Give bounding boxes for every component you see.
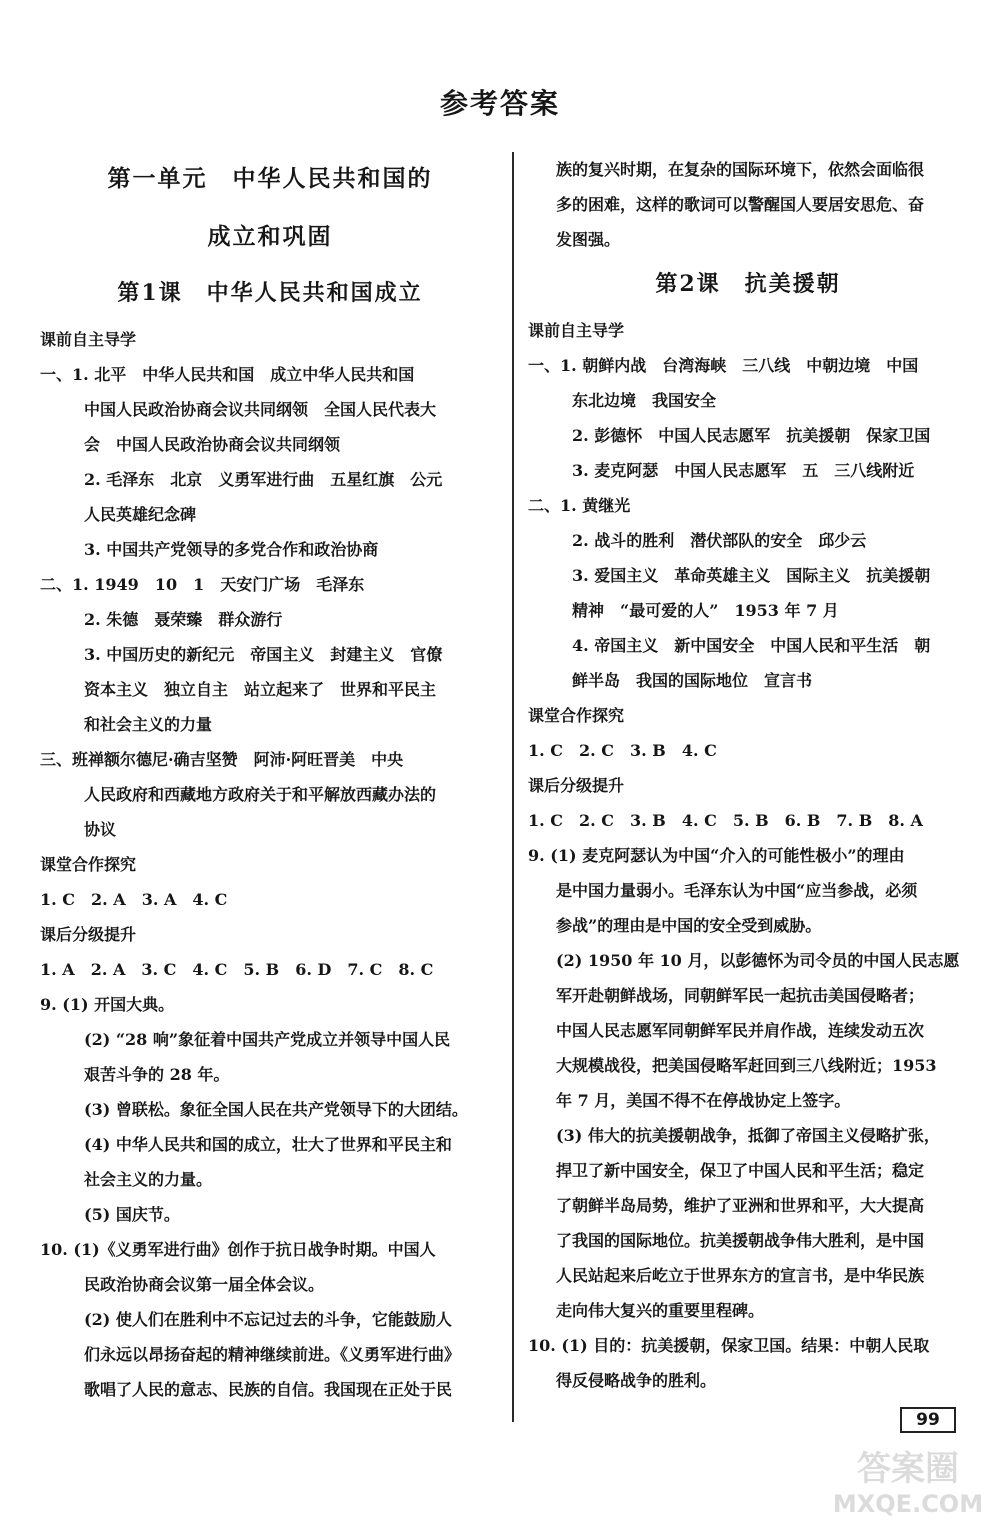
lesson-1-title: 第1课 中华人民共和国成立 <box>117 280 423 306</box>
answer-line: (2) “28 响”象征着中国共产党成立并领导中国人民 <box>84 1030 451 1049</box>
answer-line: 10. (1)《义勇军进行曲》创作于抗日战争时期。中国人 <box>40 1240 436 1259</box>
answer-line: 参战”的理由是中国的安全受到威胁。 <box>556 916 822 935</box>
answer-line: 得反侵略战争的胜利。 <box>556 1371 717 1390</box>
answer-line: 3. 中国共产党领导的多党合作和政治协商 <box>84 540 379 559</box>
answer-line: 9. (1) 开国大典。 <box>40 995 175 1014</box>
section-heading: 课堂合作探究 <box>528 706 625 725</box>
answer-line: 4. 帝国主义 新中国安全 中国人民和平生活 朝 <box>572 636 931 655</box>
answer-line: 人民政府和西藏地方政府关于和平解放西藏办法的 <box>84 785 437 804</box>
answer-line: 3. 中国历史的新纪元 帝国主义 封建主义 官僚 <box>84 645 443 664</box>
answer-line: 1. A 2. A 3. C 4. C 5. B 6. D 7. C 8. C <box>40 960 434 979</box>
page-title: 参考答案 <box>439 87 560 120</box>
answer-line: 三、班禅额尔德尼·确吉坚赞 阿沛·阿旺晋美 中央 <box>40 750 404 769</box>
answer-line: (2) 1950 年 10 月，以彭德怀为司令员的中国人民志愿 <box>556 951 960 970</box>
section-heading: 课后分级提升 <box>528 776 625 795</box>
lesson-2-title: 第2课 抗美援朝 <box>655 271 841 297</box>
answer-line: 们永远以昂扬奋起的精神继续前进。《义勇军进行曲》 <box>84 1345 461 1364</box>
left-column <box>40 150 500 1407</box>
answer-line: 中国人民政治协商会议共同纲领 全国人民代表大 <box>84 400 437 419</box>
answer-line: 人民英雄纪念碑 <box>84 505 197 524</box>
answer-line: 艰苦斗争的 28 年。 <box>84 1065 230 1084</box>
answer-line: 9. (1) 麦克阿瑟认为中国“介入的可能性极小”的理由 <box>528 846 905 865</box>
answer-line: 1. C 2. A 3. A 4. C <box>40 890 228 909</box>
answer-line: (2) 使人们在胜利中不忘记过去的斗争，它能鼓励人 <box>84 1310 452 1329</box>
unit-title-line1: 第一单元 中华人民共和国的 <box>107 165 433 192</box>
answer-line: (5) 国庆节。 <box>84 1205 180 1224</box>
answer-line: 了我国的国际地位。抗美援朝战争伟大胜利，是中国 <box>556 1231 925 1250</box>
lesson-1-answers <box>40 322 500 1407</box>
section-heading: 课前自主导学 <box>40 330 137 349</box>
watermark-logo <box>820 1438 996 1522</box>
unit-title-line2: 成立和巩固 <box>207 223 333 250</box>
page-number: 99 <box>900 1407 956 1433</box>
answer-line: 歌唱了人民的意志、民族的自信。我国现在正处于民 <box>84 1380 453 1399</box>
answer-line: 一、1. 朝鲜内战 台湾海峡 三八线 中朝边境 中国 <box>528 356 919 375</box>
watermark-text-1: 答案圈 <box>857 1449 959 1489</box>
answer-line: 民政治协商会议第一届全体会议。 <box>84 1275 325 1294</box>
answer-line: 3. 爱国主义 革命英雄主义 国际主义 抗美援朝 <box>572 566 931 585</box>
answer-line: 社会主义的力量。 <box>84 1170 213 1189</box>
answer-line: 3. 麦克阿瑟 中国人民志愿军 五 三八线附近 <box>572 461 915 480</box>
answer-line: 捍卫了新中国安全，保卫了中国人民和平生活；稳定 <box>556 1161 925 1180</box>
answer-line: 精神 “最可爱的人” 1953 年 7 月 <box>572 601 839 620</box>
answer-line: 2. 彭德怀 中国人民志愿军 抗美援朝 保家卫国 <box>572 426 931 445</box>
continued-answer <box>528 152 968 257</box>
right-column <box>528 152 968 1398</box>
answer-line: 大规模战役，把美国侵略军赶回到三八线附近；1953 <box>556 1056 937 1075</box>
section-heading: 课堂合作探究 <box>40 855 137 874</box>
answer-line: 2. 朱德 聂荣臻 群众游行 <box>84 610 283 629</box>
answer-line: 一、1. 北平 中华人民共和国 成立中华人民共和国 <box>40 365 415 384</box>
answer-line: 走向伟大复兴的重要里程碑。 <box>556 1301 765 1320</box>
answer-line: 会 中国人民政治协商会议共同纲领 <box>84 435 341 454</box>
answer-line: 二、1. 黄继光 <box>528 496 631 515</box>
answer-line: (3) 曾联松。象征全国人民在共产党领导下的大团结。 <box>84 1100 468 1119</box>
answer-line: 年 7 月，美国不得不在停战协定上签字。 <box>556 1091 851 1110</box>
watermark-text-2: MXQE.COM <box>832 1490 984 1518</box>
section-heading: 课后分级提升 <box>40 925 137 944</box>
answer-line: (3) 伟大的抗美援朝战争，抵御了帝国主义侵略扩张， <box>556 1126 940 1145</box>
answer-line: 二、1. 1949 10 1 天安门广场 毛泽东 <box>40 575 365 594</box>
answer-line: 东北边境 我国安全 <box>572 391 717 410</box>
answer-line: 中国人民志愿军同朝鲜军民并肩作战，连续发动五次 <box>556 1021 925 1040</box>
answer-line: 2. 毛泽东 北京 义勇军进行曲 五星红旗 公元 <box>84 470 443 489</box>
answer-line: 军开赴朝鲜战场，同朝鲜军民一起抗击美国侵略者； <box>556 986 925 1005</box>
column-divider <box>512 152 514 1422</box>
answer-line: 1. C 2. C 3. B 4. C <box>528 741 717 760</box>
answer-line: 10. (1) 目的：抗美援朝，保家卫国。结果：中朝人民取 <box>528 1336 930 1355</box>
answer-line: 鲜半岛 我国的国际地位 宣言书 <box>572 671 813 690</box>
answer-line: 和社会主义的力量 <box>84 715 213 734</box>
answer-line: 族的复兴时期，在复杂的国际环境下，依然会面临很 <box>556 160 925 179</box>
answer-line: 2. 战斗的胜利 潜伏部队的安全 邱少云 <box>572 531 867 550</box>
answer-line: 发图强。 <box>556 230 621 249</box>
answer-line: 多的困难，这样的歌词可以警醒国人要居安思危、奋 <box>556 195 925 214</box>
answer-line: 人民站起来后屹立于世界东方的宣言书，是中华民族 <box>556 1266 925 1285</box>
lesson-2-answers <box>528 313 968 1398</box>
answer-line: 资本主义 独立自主 站立起来了 世界和平民主 <box>84 680 437 699</box>
answer-line: 了朝鲜半岛局势，维护了亚洲和世界和平，大大提高 <box>556 1196 925 1215</box>
answer-line: 1. C 2. C 3. B 4. C 5. B 6. B 7. B 8. A <box>528 811 923 830</box>
answer-line: 协议 <box>84 820 117 839</box>
answer-line: (4) 中华人民共和国的成立，壮大了世界和平民主和 <box>84 1135 452 1154</box>
answer-line: 是中国力量弱小。毛泽东认为中国“应当参战，必须 <box>556 881 918 900</box>
section-heading: 课前自主导学 <box>528 321 625 340</box>
